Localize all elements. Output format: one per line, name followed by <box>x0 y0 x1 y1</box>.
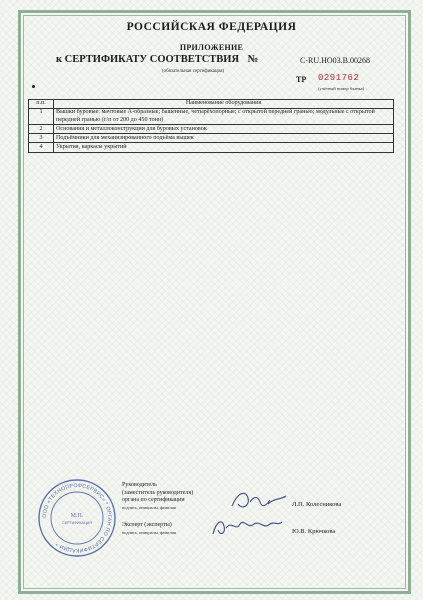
head-role-line: (заместитель руководителя) <box>122 489 194 496</box>
row-text: Подъёмники для механизированного подъёма вышек <box>54 134 394 143</box>
row-text: Вышки буровые: мачтовые А-образные; башенные, четырёхопорные; с открытой передней гранью; модульные с открытой передней гранью (г/п от 200 до 450 тонн) <box>54 109 394 125</box>
number-sign: № <box>247 54 259 65</box>
certificate-title: к СЕРТИФИКАТУ СООТВЕТСТВИЯ <box>56 54 240 65</box>
svg-text:СЕРТИФИКАЦИЯ: СЕРТИФИКАЦИЯ <box>62 521 92 525</box>
table-row <box>29 134 394 143</box>
head-role-line: органа по сертификации <box>122 497 185 503</box>
table-row <box>29 143 394 152</box>
header-cell-name: Наименование оборудования <box>54 100 394 109</box>
country-heading: РОССИЙСКАЯ ФЕДЕРАЦИЯ <box>126 21 297 33</box>
row-number: 1 <box>29 109 54 125</box>
head-signature <box>228 488 288 514</box>
tr-label: ТР <box>296 75 307 84</box>
expert-name: Ю.В. Крючкова <box>292 528 336 535</box>
expert-role <box>122 522 176 535</box>
row-number: 3 <box>29 134 54 143</box>
appendix-heading: ПРИЛОЖЕНИЕ <box>179 43 244 52</box>
svg-text:М.П.: М.П. <box>70 513 84 519</box>
table-row <box>29 109 394 125</box>
mandatory-certification-note: (обязательная сертификация) <box>162 69 225 74</box>
bullet-dot <box>32 85 35 88</box>
expert-role-line: Эксперт (эксперты) <box>122 522 172 528</box>
expert-signature <box>210 514 285 540</box>
blank-number-label: (учётный номер бланка) <box>318 86 365 91</box>
head-signature-caption: подпись, инициалы, фамилия <box>122 504 176 510</box>
certification-stamp-seal <box>37 478 117 558</box>
table-header-row <box>29 100 394 109</box>
row-number: 2 <box>29 125 54 134</box>
row-text: Основания и металлоконструкции для буровых установок <box>54 125 394 134</box>
table-row <box>29 125 394 134</box>
certificate-number: C-RU.HO03.B.00268 <box>300 56 371 65</box>
header-cell-number: п.п. <box>29 100 54 109</box>
row-number: 4 <box>29 143 54 152</box>
expert-signature-caption: подпись, инициалы, фамилия <box>122 529 176 535</box>
head-of-body-role <box>122 482 193 510</box>
equipment-table <box>28 99 394 153</box>
head-role-line: Руководитель <box>122 482 157 488</box>
blank-serial-number: 0291762 <box>318 73 360 83</box>
row-text: Укрытия, каркасы укрытий <box>54 143 394 152</box>
svg-text:ООО «ТЕХНОПРОФСЕРВИС» * ОРГАН: ООО «ТЕХНОПРОФСЕРВИС» * ОРГАН ПО СЕРТИФИКАЦИИ * <box>41 482 113 554</box>
head-name: Л.П. Колесникова <box>292 501 342 508</box>
certificate-title-line <box>56 54 258 65</box>
